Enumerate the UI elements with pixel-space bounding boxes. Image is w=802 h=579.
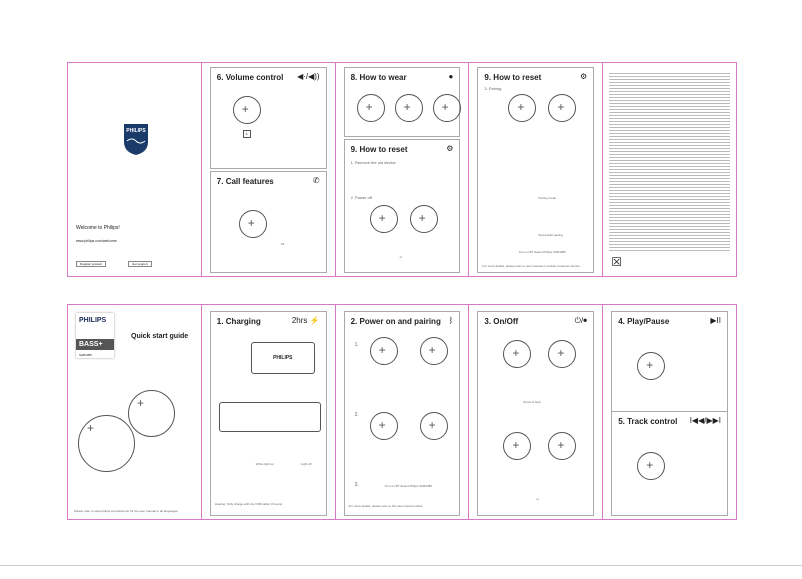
call-heading: 7. Call features	[216, 177, 274, 186]
pairing-note: For more details, please refer to the user manual online.	[348, 504, 424, 508]
step-2: 2.	[354, 412, 359, 418]
earbud-left	[420, 412, 448, 440]
top-sheet	[67, 62, 737, 277]
phone-icon: ✆	[312, 176, 320, 185]
register-button[interactable]: Register product	[76, 261, 106, 267]
earbud-left	[233, 96, 261, 124]
call-panel	[210, 171, 327, 273]
onoff-heading: 3. On/Off	[484, 317, 519, 326]
earbud-right	[503, 340, 531, 368]
earbud-illustration	[78, 415, 135, 472]
regulatory-text	[609, 71, 730, 251]
cover-title: Quick start guide	[131, 333, 189, 340]
volume-heading: 6. Volume control	[216, 73, 284, 82]
philips-shield-logo	[123, 123, 149, 155]
earbud-right	[239, 210, 267, 238]
reset-step-2: 2. Power off	[350, 195, 372, 200]
pairing-step: 3. Pairing	[484, 86, 502, 91]
earbud-right	[508, 94, 536, 122]
svg-text:PHILIPS: PHILIPS	[126, 128, 146, 134]
or-label: or	[399, 255, 403, 259]
earbud-right	[370, 337, 398, 365]
case-logo: PHILIPS	[273, 355, 293, 361]
left-tag: L	[243, 130, 251, 138]
front-cover	[68, 305, 202, 519]
page-power-pairing	[336, 305, 470, 519]
track-skip-icon: I◀◀/▶▶I	[689, 416, 721, 425]
charging-note: Heating: Fully charge with the USB cable (3 hours).	[214, 502, 283, 506]
divider	[0, 565, 802, 566]
page-wear-reset	[336, 63, 470, 276]
reset-panel	[344, 139, 461, 273]
earbud-left	[548, 432, 576, 460]
page-volume-call	[202, 63, 336, 276]
regulatory-page	[603, 63, 736, 276]
back-cover	[68, 63, 202, 276]
earbud-left	[548, 94, 576, 122]
earbud-right	[637, 452, 665, 480]
earbud-left	[410, 205, 438, 233]
or-label: or	[536, 497, 540, 501]
white-light-label: White light on	[255, 462, 274, 466]
brand-badge	[76, 313, 114, 358]
cover-footer: Please refer to www.philips.com/welcome for the user manual in all languages.	[74, 509, 179, 513]
playpause-panel	[611, 311, 728, 413]
earbud-left	[420, 337, 448, 365]
reset-heading: 9. How to reset	[350, 145, 408, 154]
bottom-sheet	[67, 304, 737, 520]
charging-panel	[210, 311, 327, 516]
step-3: 3.	[354, 482, 359, 488]
earbud-right	[503, 432, 531, 460]
page-onoff	[469, 305, 603, 519]
page-play-track	[603, 305, 736, 519]
ear-illustration-1	[357, 94, 385, 122]
turn-on-bt-label: Turn on BT Select Philips SHB4385	[518, 250, 566, 254]
charging-case	[251, 342, 315, 374]
reset-pairing-panel	[477, 67, 594, 273]
time-label: 03	[280, 242, 285, 246]
earbud-right	[637, 352, 665, 380]
model-number: SHB4385	[79, 353, 92, 357]
page-charging	[202, 305, 336, 519]
press-hold-label: Press & hold	[523, 400, 541, 404]
earbud-left	[548, 340, 576, 368]
earbud-right	[370, 412, 398, 440]
ear-illustration-2	[395, 94, 423, 122]
battery-charging-icon: ⚡	[309, 316, 320, 325]
gear-icon: ⚙	[446, 144, 454, 153]
bluetooth-icon: ᛒ	[448, 316, 454, 325]
pairing-heading: 2. Power on and pairing	[350, 317, 441, 326]
charge-time-label: 2hrs	[291, 316, 308, 325]
weee-bin-icon: ☒	[611, 255, 622, 269]
successful-pairing-label: Successful pairing	[538, 233, 563, 237]
step-1: 1.	[354, 342, 359, 348]
reset-note: For more details, please refer to user manual or contact customer service.	[482, 264, 581, 268]
wear-panel	[344, 67, 461, 137]
welcome-heading: Welcome to Philips!	[76, 225, 120, 231]
charging-heading: 1. Charging	[216, 317, 261, 326]
reset-step-1: 1. Remove the old device	[350, 160, 396, 165]
gear-icon: ⚙	[580, 72, 588, 81]
globe-icon: ●	[448, 72, 454, 81]
open-case	[219, 402, 321, 432]
light-off-label: Light off	[300, 462, 312, 466]
play-pause-icon: ▶II	[710, 316, 721, 325]
earbud-illustration	[128, 390, 175, 437]
track-panel	[611, 411, 728, 516]
wear-heading: 8. How to wear	[350, 73, 407, 82]
onoff-panel	[477, 311, 594, 516]
support-button[interactable]: Get support	[128, 261, 152, 267]
volume-icon: ◀·/◀))	[297, 72, 320, 81]
charging-time	[292, 316, 320, 325]
playpause-heading: 4. Play/Pause	[618, 317, 670, 326]
power-icon: ⏻/⏺	[574, 316, 588, 325]
welcome-url[interactable]: www.philips.com/welcome	[76, 239, 117, 243]
brand-logo: PHILIPS	[79, 317, 107, 324]
turn-on-bt-label: Turn on BT Select Philips SHB4385	[384, 484, 432, 488]
track-heading: 5. Track control	[618, 417, 678, 426]
pairing-panel	[344, 311, 461, 516]
page-reset-pairing	[469, 63, 603, 276]
pairing-mode-label: Pairing mode	[538, 196, 557, 200]
ear-illustration-3	[433, 94, 461, 122]
volume-panel	[210, 67, 327, 169]
reset-heading: 9. How to reset	[484, 73, 542, 82]
earbud-right	[370, 205, 398, 233]
product-name: BASS+	[76, 339, 114, 350]
